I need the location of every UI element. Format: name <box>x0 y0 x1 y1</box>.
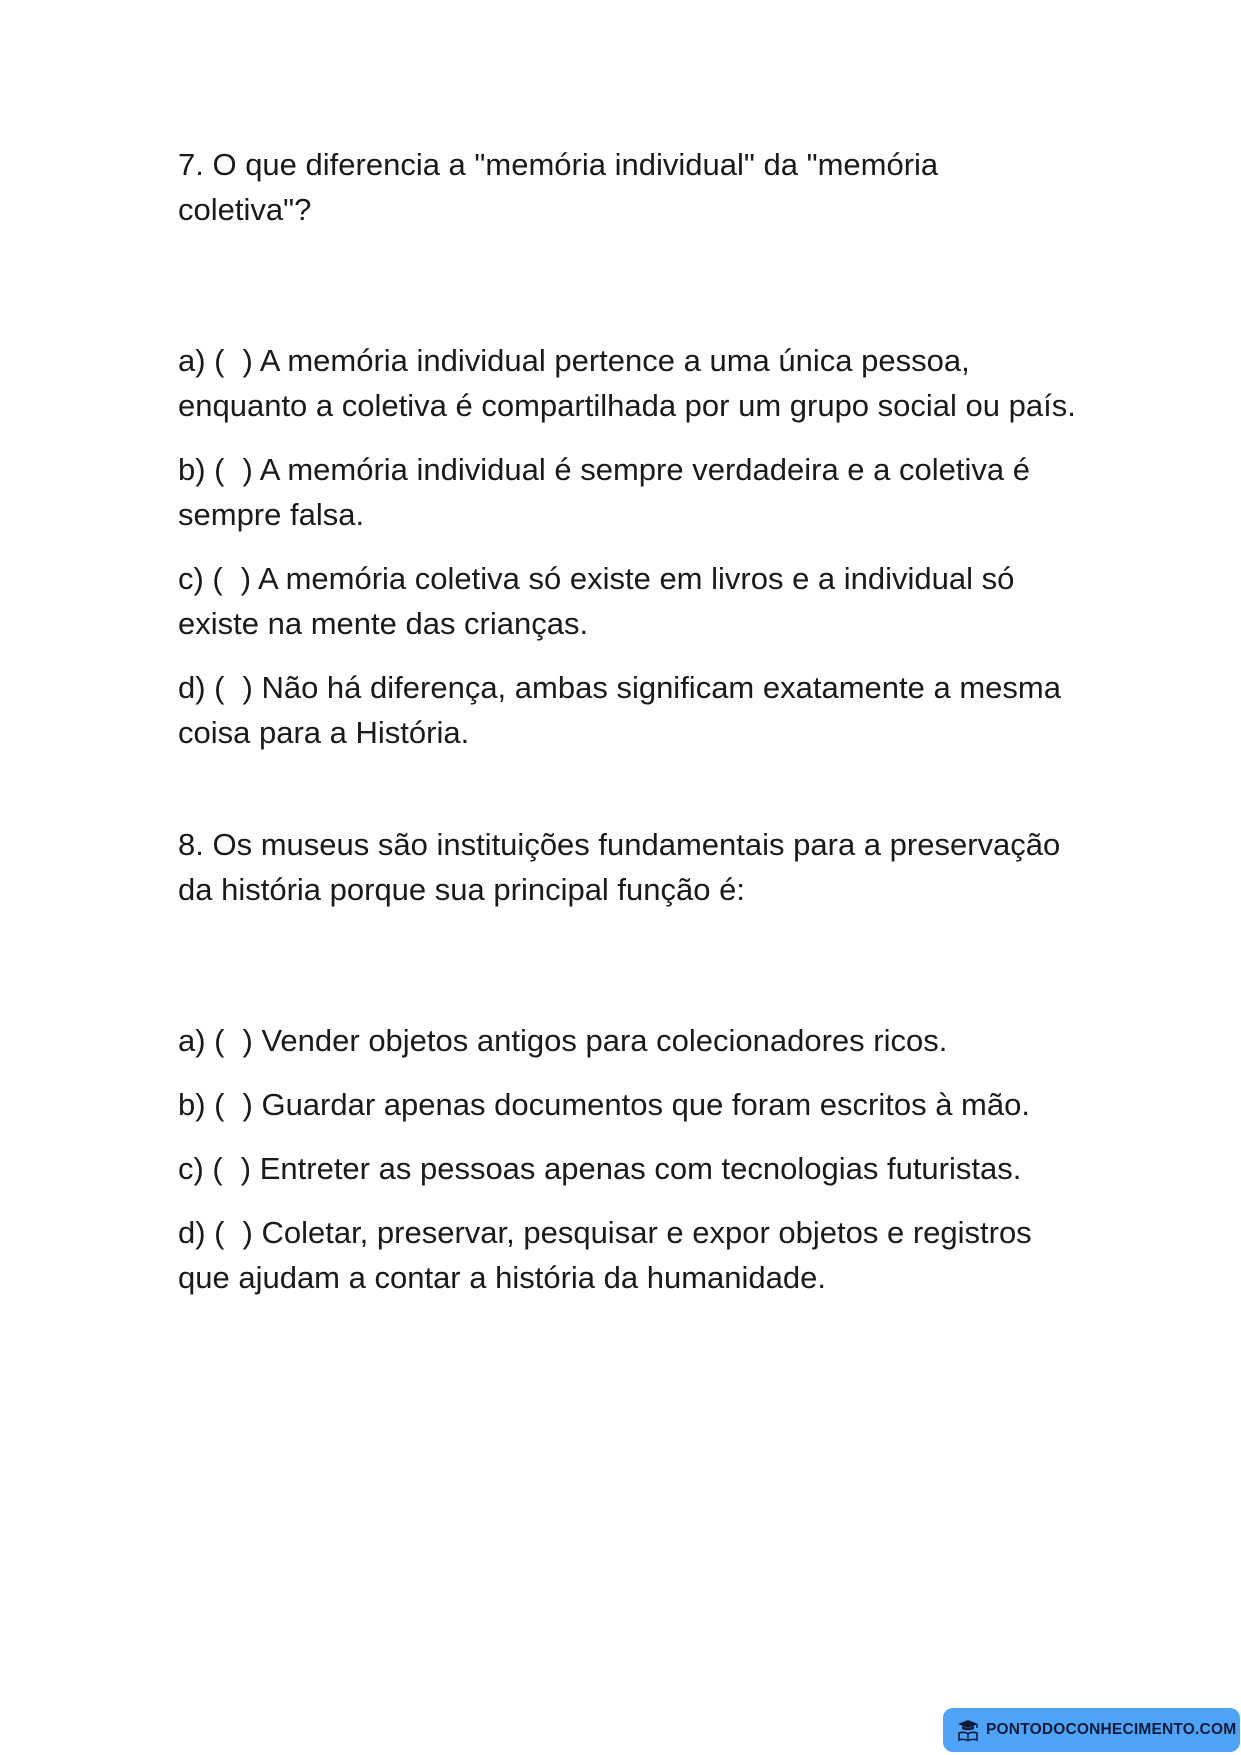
option-c[interactable] <box>178 1146 1078 1191</box>
option-text: Coletar, preservar, pesquisar e expor objetos e registros que ajudam a contar a história da humanidade. <box>178 1215 1032 1295</box>
worksheet-page <box>178 142 1078 1319</box>
option-b[interactable] <box>178 1082 1078 1127</box>
option-label: c) ( <box>178 561 223 596</box>
option-close: ) <box>242 1087 253 1122</box>
question-text: 8. Os museus são instituições fundamentais para a preservação da história porque sua principal função é: <box>178 827 1061 907</box>
option-text: Vender objetos antigos para colecionadores ricos. <box>261 1023 948 1058</box>
option-text: Não há diferença, ambas significam exatamente a mesma coisa para a História. <box>178 670 1061 750</box>
option-text: A memória coletiva só existe em livros e a individual só existe na mente das crianças. <box>178 561 1015 641</box>
option-close: ) <box>242 452 253 487</box>
question-8 <box>178 822 1078 1300</box>
option-label: d) ( <box>178 670 225 705</box>
option-b[interactable] <box>178 447 1078 537</box>
option-label: b) ( <box>178 452 225 487</box>
option-d[interactable] <box>178 665 1078 755</box>
option-label: c) ( <box>178 1151 223 1186</box>
option-label: a) ( <box>178 343 225 378</box>
site-watermark-badge[interactable] <box>943 1708 1240 1752</box>
option-close: ) <box>242 1023 253 1058</box>
option-label: b) ( <box>178 1087 225 1122</box>
graduation-cap-book-icon <box>955 1717 981 1743</box>
option-label: a) ( <box>178 1023 225 1058</box>
option-text: A memória individual é sempre verdadeira e a coletiva é sempre falsa. <box>178 452 1030 532</box>
option-text: A memória individual pertence a uma única pessoa, enquanto a coletiva é compartilhada por um grupo social ou país. <box>178 343 1076 423</box>
option-c[interactable] <box>178 556 1078 646</box>
option-d[interactable] <box>178 1210 1078 1300</box>
question-7 <box>178 142 1078 755</box>
option-text: Entreter as pessoas apenas com tecnologias futuristas. <box>259 1151 1022 1186</box>
option-label: d) ( <box>178 1215 225 1250</box>
option-close: ) <box>242 343 253 378</box>
question-text: 7. O que diferencia a "memória individual" da "memória coletiva"? <box>178 147 939 227</box>
option-close: ) <box>242 670 253 705</box>
option-close: ) <box>240 1151 252 1186</box>
option-a[interactable] <box>178 1018 1078 1063</box>
option-text: Guardar apenas documentos que foram escritos à mão. <box>261 1087 1030 1122</box>
option-a[interactable] <box>178 338 1078 428</box>
option-close: ) <box>240 561 252 596</box>
option-close: ) <box>242 1215 253 1250</box>
watermark-text: PONTODOCONHECIMENTO.COM <box>986 1721 1237 1738</box>
